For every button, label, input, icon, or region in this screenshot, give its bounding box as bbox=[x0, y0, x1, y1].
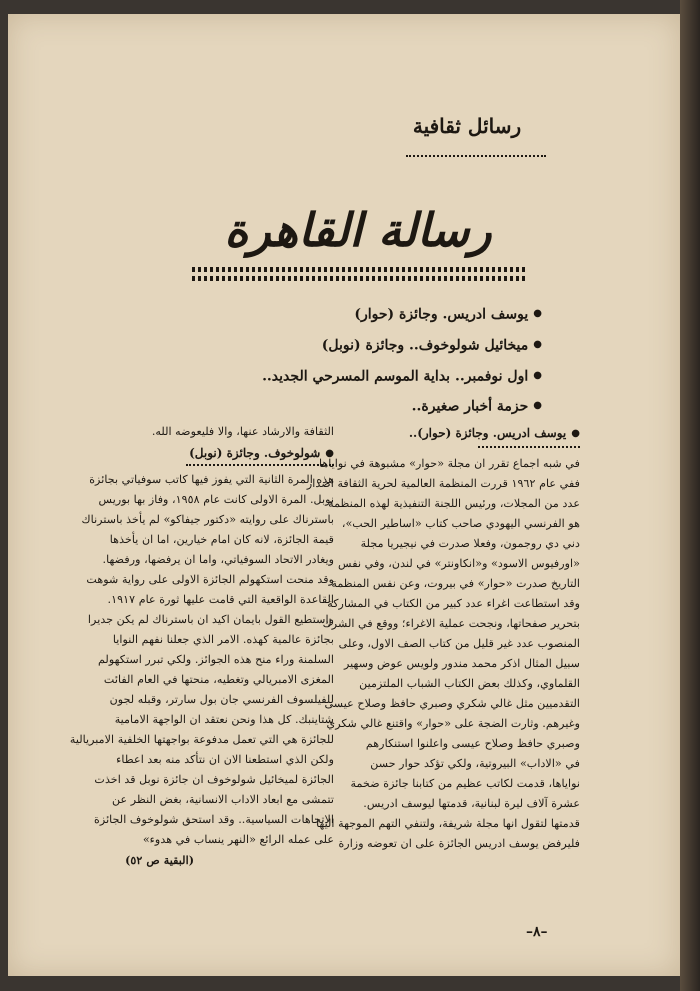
text-line: وقد استطاعت اغراء عدد كبير من الكتاب في المشاركة bbox=[327, 597, 580, 610]
scan-edge bbox=[680, 0, 700, 991]
section-title: رسائل ثقافية bbox=[412, 114, 522, 138]
masthead-title: رسالة القاهرة bbox=[224, 203, 492, 257]
text-line: شتاينبك. كل هذا ونحن نعتقد ان الواجهة الامامية bbox=[114, 713, 334, 726]
text-line: نوبل. المرة الاولى كانت عام ١٩٥٨، وفاز بها بوريس bbox=[98, 493, 334, 506]
bullet-icon: ● bbox=[325, 447, 334, 459]
text-line: بتحرير صفحاتها، ونجحت عملية الاغراء؛ ووقع في الشرك bbox=[322, 617, 580, 630]
section-title-underline bbox=[406, 155, 546, 157]
text-line: للفيلسوف الفرنسي جان بول سارتر، وقبله لجون bbox=[109, 693, 334, 706]
text-line: الثقافة والارشاد عنها، والا فليعوضه الله. bbox=[151, 425, 334, 438]
text-line: باسترناك على روايته «دكتور جيفاكو» لم يأخذ باسترناك bbox=[81, 513, 334, 526]
article-body bbox=[68, 470, 334, 850]
text-line: نواياها، قدمت لكاتب عظيم من كتابنا جائزة ضخمة bbox=[350, 777, 580, 790]
text-line: دني دي روجمون، وفعلا صدرت في نيجيريا مجلة bbox=[360, 537, 580, 550]
text-line: على عمله الرائع «النهر ينساب في هدوء» bbox=[142, 833, 334, 846]
text-line: قدمتها لتقول انها مجلة شريفة، ولتنفي التهم الموجهة اليها bbox=[316, 817, 580, 830]
bullet-icon: ● bbox=[571, 427, 580, 439]
text-line: وغيرهم. وثارت الضجة على «حوار» واقتنع غالي شكري bbox=[326, 717, 580, 730]
bullet-icon: ● bbox=[533, 308, 542, 319]
article-column-right bbox=[306, 422, 580, 854]
text-line: للجائزة هي التي تعمل مدفوعة بواجهتها الخلفية الامبريالية bbox=[69, 733, 334, 746]
article-body bbox=[306, 454, 580, 854]
continuation-note: (البقية ص ٥٢) bbox=[125, 853, 194, 867]
article-heading: ●شولوخوف. وجائزة (نوبل) bbox=[189, 446, 334, 460]
text-line: الاتجاهات السياسية.. وقد استحق شولوخوف الجائزة bbox=[94, 813, 334, 826]
bullet-icon: ● bbox=[533, 369, 542, 381]
text-line: هو الفرنسي اليهودي صاحب كتاب «اساطير الحب»، bbox=[341, 517, 580, 530]
text-line: القلماوي، وكذلك بعض الكتاب الشباب الملتزمين bbox=[359, 677, 580, 690]
text-line: قيمة الجائزة، لانه كان امام خيارين، اما ان يأخذها bbox=[109, 533, 334, 546]
text-line: عدد من المجلات، ورئيس اللجنة التنفيذية لهذه المنظمة bbox=[328, 497, 580, 510]
text-line: وصبري حافظ وصلاح عيسى واعلنوا استنكارهم bbox=[365, 737, 580, 750]
toc-item: ●يوسف ادريس. وجائزة (حوار) bbox=[354, 306, 542, 323]
text-line: بجائزة عالمية كهذه. الامر الذي جعلنا نفهم النوايا bbox=[112, 633, 334, 646]
article-column-left bbox=[68, 422, 334, 870]
ornamental-border bbox=[192, 267, 528, 272]
text-line: وقد منحت استكهولم الجائزة الاولى على رواية شوهت bbox=[86, 573, 334, 586]
text-line: التقدميين مثل غالي شكري وصبري حافظ وصلاح عيسى bbox=[324, 697, 580, 710]
text-line: سبيل المثال اذكر محمد مندور ولويس عوض وسهير bbox=[343, 657, 580, 670]
text-line: التاريخ صدرت «حوار» في بيروت، وعن نفس المنظمة bbox=[331, 577, 580, 590]
toc-item: ●حزمة أخبار صغيرة.. bbox=[411, 398, 542, 415]
toc-item: ●اول نوفمبر.. بداية الموسم المسرحي الجديد.. bbox=[262, 367, 542, 384]
heading-underline bbox=[478, 446, 580, 448]
toc-item: ●ميخائيل شولوخوف.. وجائزة (نوبل) bbox=[321, 337, 542, 353]
text-line: عشرة آلاف ليرة لبنانية، قدمتها ليوسف ادريس. bbox=[363, 797, 580, 810]
text-line: ولكن الذي استطعنا الان ان نتأكد منه بعد اعطاء bbox=[116, 753, 334, 766]
page-number: –٨– bbox=[526, 924, 548, 940]
text-line: المنصوب عدد غير قليل من كتاب الصف الاول، وعلى bbox=[338, 637, 580, 650]
text-line: السلمنة وراء منح هذه الجوائز. ولكي تبرر استكهولم bbox=[97, 653, 334, 666]
magazine-page bbox=[8, 14, 680, 976]
text-line: تتمشى مع ابعاد الاداب الانسانية، بغض النظر عن bbox=[112, 793, 334, 806]
text-line: الجائزة لميخائيل شولوخوف ان جائزة نوبل قد اخذت bbox=[94, 773, 334, 786]
text-line: فليرفض يوسف ادريس الجائزة على ان تعوضه وزارة bbox=[338, 837, 580, 850]
heading-underline bbox=[186, 464, 334, 466]
text-line: في شبه اجماع تقرر ان مجلة «حوار» مشبوهة في نواياها bbox=[318, 457, 580, 470]
text-line: «اورفيوس الاسود» و«انكاونتر» في لندن، وفي نفس bbox=[338, 557, 580, 570]
text-line: هذه المرة الثانية التي يفوز فيها كاتب سوفياتي بجائزة bbox=[89, 473, 334, 486]
table-of-contents bbox=[158, 299, 542, 422]
text-line: في «الاداب» البيروتية، ولكي تؤكد حوار حسن bbox=[370, 757, 580, 770]
bullet-icon: ● bbox=[533, 400, 542, 412]
text-line: المغزى الامبريالي وتغطيه، منحتها في العام الفائت bbox=[103, 673, 334, 686]
text-line: ففي عام ١٩٦٢ قررت المنظمة العالمية لحرية الثقافة اصدار bbox=[306, 477, 580, 490]
text-line: واستطيع القول بايمان اكيد ان باسترناك لم يكن جديرا bbox=[87, 613, 334, 626]
text-line: ويغادر الاتحاد السوفياتي، واما ان يرفضها، ورفضها. bbox=[102, 553, 334, 566]
text-line: القاعدة الواقعية التي قامت عليها ثورة عام ١٩١٧. bbox=[107, 593, 334, 606]
ornamental-border bbox=[192, 276, 528, 281]
article-heading: ●يوسف ادريس. وجائزة (حوار).. bbox=[408, 426, 580, 440]
bullet-icon: ● bbox=[533, 338, 542, 350]
